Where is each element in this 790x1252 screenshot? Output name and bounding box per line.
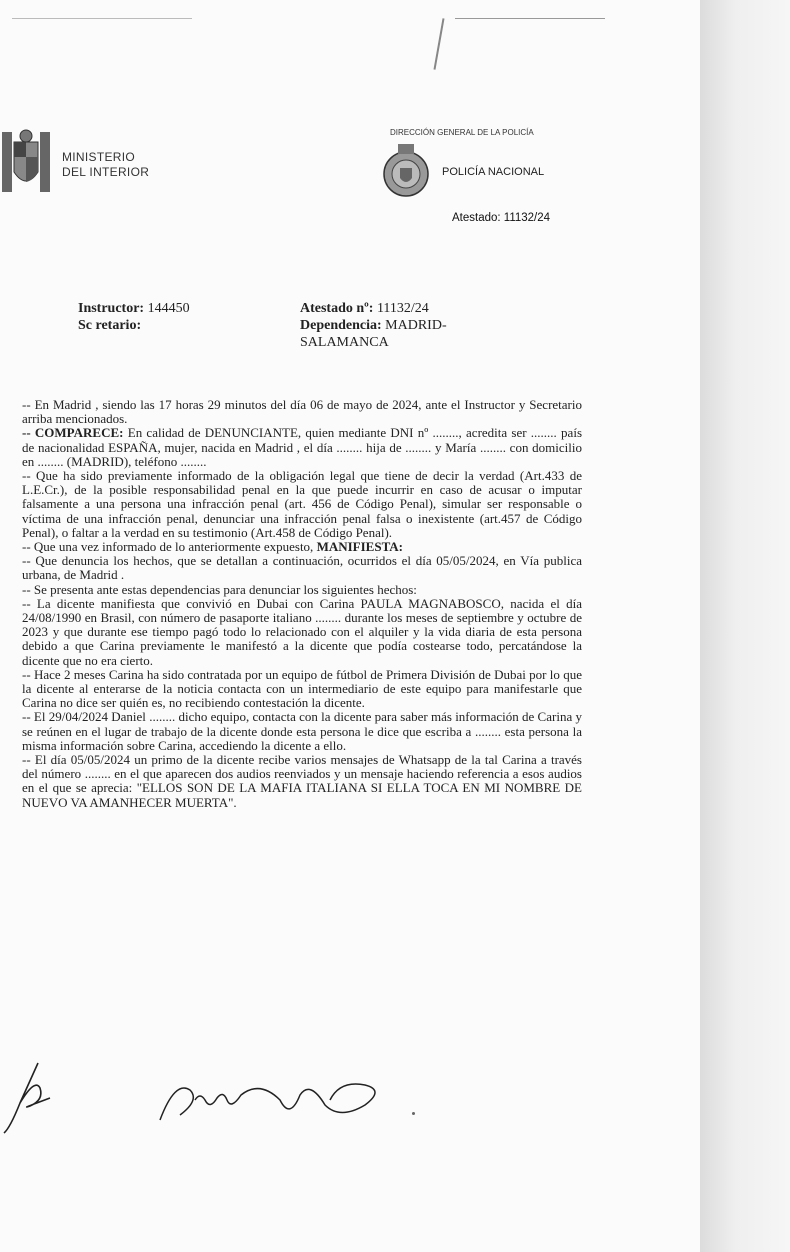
paragraph-comparece xyxy=(22,426,582,469)
secretario-field xyxy=(78,317,141,334)
paragraph-denuncia: -- Que denuncia los hechos, que se detallan a continuación, ocurridos el día 05/05/2024, en Vía publica urbana, de Madrid . xyxy=(22,553,582,583)
secretario-label: Sc retario: xyxy=(78,318,142,333)
comparece-text: En calidad de DENUNCIANTE, quien mediante DNI nº ........, acredita ser ........ país de nacionalidad ESPAÑA, mujer, nacida en Madrid , el día ........ hija de ........ y María ........ con domicilio en ........ (MADRID), teléfono ........ xyxy=(22,425,582,469)
paragraph-convivio: -- La dicente manifiesta que convivió en Dubai con Carina PAULA MAGNABOSCO, nacida el día 24/08/1990 en Brasil, con número de pasaporte italiano ........ durante los meses de septiembre y octubre de 2023 y que durante ese tiempo pagó todo lo relacionado con el alquiler y la vida diaria de esta persona debido a que Carina previamente le manifestó a la dicente que podía costearse todo, percatándose la dicente que no era cierto. xyxy=(22,595,582,668)
paragraph-mensajes: -- El día 05/05/2024 un primo de la dicente recibe varios mensajes de Whatsapp de la tal Carina a través del número ........ en el que aparecen dos audios reenviados y un mensaje haciendo referencia a esos audios en el que se aprecia: "ELLOS SON DE LA MAFIA ITALIANA SI ELLA TOCA EN MI NOMBRE DE NUEVO VA AMANHECER MUERTA". xyxy=(22,752,582,810)
paragraph-opening: -- En Madrid , siendo las 17 horas 29 minutos del día 06 de mayo de 2024, ante el Instructor y Secretario arriba mencionados. xyxy=(22,397,582,427)
police-badge-icon xyxy=(378,142,434,200)
atestado-label: Atestado nº: xyxy=(300,301,374,316)
signature-secretario xyxy=(150,1070,390,1130)
paragraph-legal-notice: -- Que ha sido previamente informado de la obligación legal que tiene de decir la verdad (Art.433 de L.E.Cr.), de la posible responsabilidad penal en la que puede incurrir en caso de acusar o imputar falsamente a una persona una infracción penal (art. 456 de Código Penal), simular ser responsable o víctima de una infracción penal, denunciar una infracción penal falsa o inexistente (art.457 de Código Penal), o faltar a la verdad en su testimonio (Art.458 de Código Penal). xyxy=(22,468,582,540)
report-body xyxy=(22,398,582,810)
scan-shadow xyxy=(700,0,790,1252)
paragraph-contacto: -- El 29/04/2024 Daniel ........ dicho equipo, contacta con la dicente para saber más información de Carina y se reúnen en el lugar de trabajo de la dicente donde esta persona le dice que escriba a ........ esta persona la misma información sobre Carina, accediendo la dicente a ello. xyxy=(22,709,582,753)
ink-dot xyxy=(412,1112,415,1115)
pen-mark xyxy=(434,18,445,70)
dependencia-label: Dependencia: xyxy=(300,318,382,333)
atestado-reference: Atestado: 11132/24 xyxy=(452,212,551,224)
manifiesta-label: MANIFIESTA: xyxy=(316,539,403,555)
coat-of-arms-icon xyxy=(0,122,54,202)
manifiesta-text: -- Que una vez informado de lo anteriormente expuesto, xyxy=(22,539,317,555)
ministry-name xyxy=(62,150,149,180)
atestado-field xyxy=(300,300,429,317)
atestado-value: 11132/24 xyxy=(376,301,429,316)
instructor-value: 144450 xyxy=(147,301,190,316)
comparece-label: -- COMPARECE: xyxy=(22,425,124,441)
instructor-label: Instructor: xyxy=(78,301,145,316)
instructor-field xyxy=(78,300,190,317)
top-edge-line xyxy=(12,18,192,19)
ministry-line2: DEL INTERIOR xyxy=(62,165,150,179)
ministry-line1: MINISTERIO xyxy=(62,150,136,164)
paragraph-manifiesta xyxy=(22,540,582,554)
signature-instructor xyxy=(0,1058,60,1138)
police-name: POLICÍA NACIONAL xyxy=(442,166,545,178)
paragraph-contratada: -- Hace 2 meses Carina ha sido contratada por un equipo de fútbol de Primera División de Dubai por lo que la dicente al enterarse de la noticia contacta con un intermediario de este equipo para manifestarle que Carina no dice ser quién es, no recibiendo contestación la dicente. xyxy=(22,666,582,711)
paragraph-presenta: -- Se presenta ante estas dependencias para denunciar los siguientes hechos: xyxy=(22,581,417,597)
top-edge-line xyxy=(455,18,605,19)
police-direction: DIRECCIÓN GENERAL DE LA POLICÍA xyxy=(390,128,534,137)
dependencia-value: MADRID-SALAMANCA xyxy=(300,318,447,350)
dependencia-field xyxy=(300,317,520,351)
